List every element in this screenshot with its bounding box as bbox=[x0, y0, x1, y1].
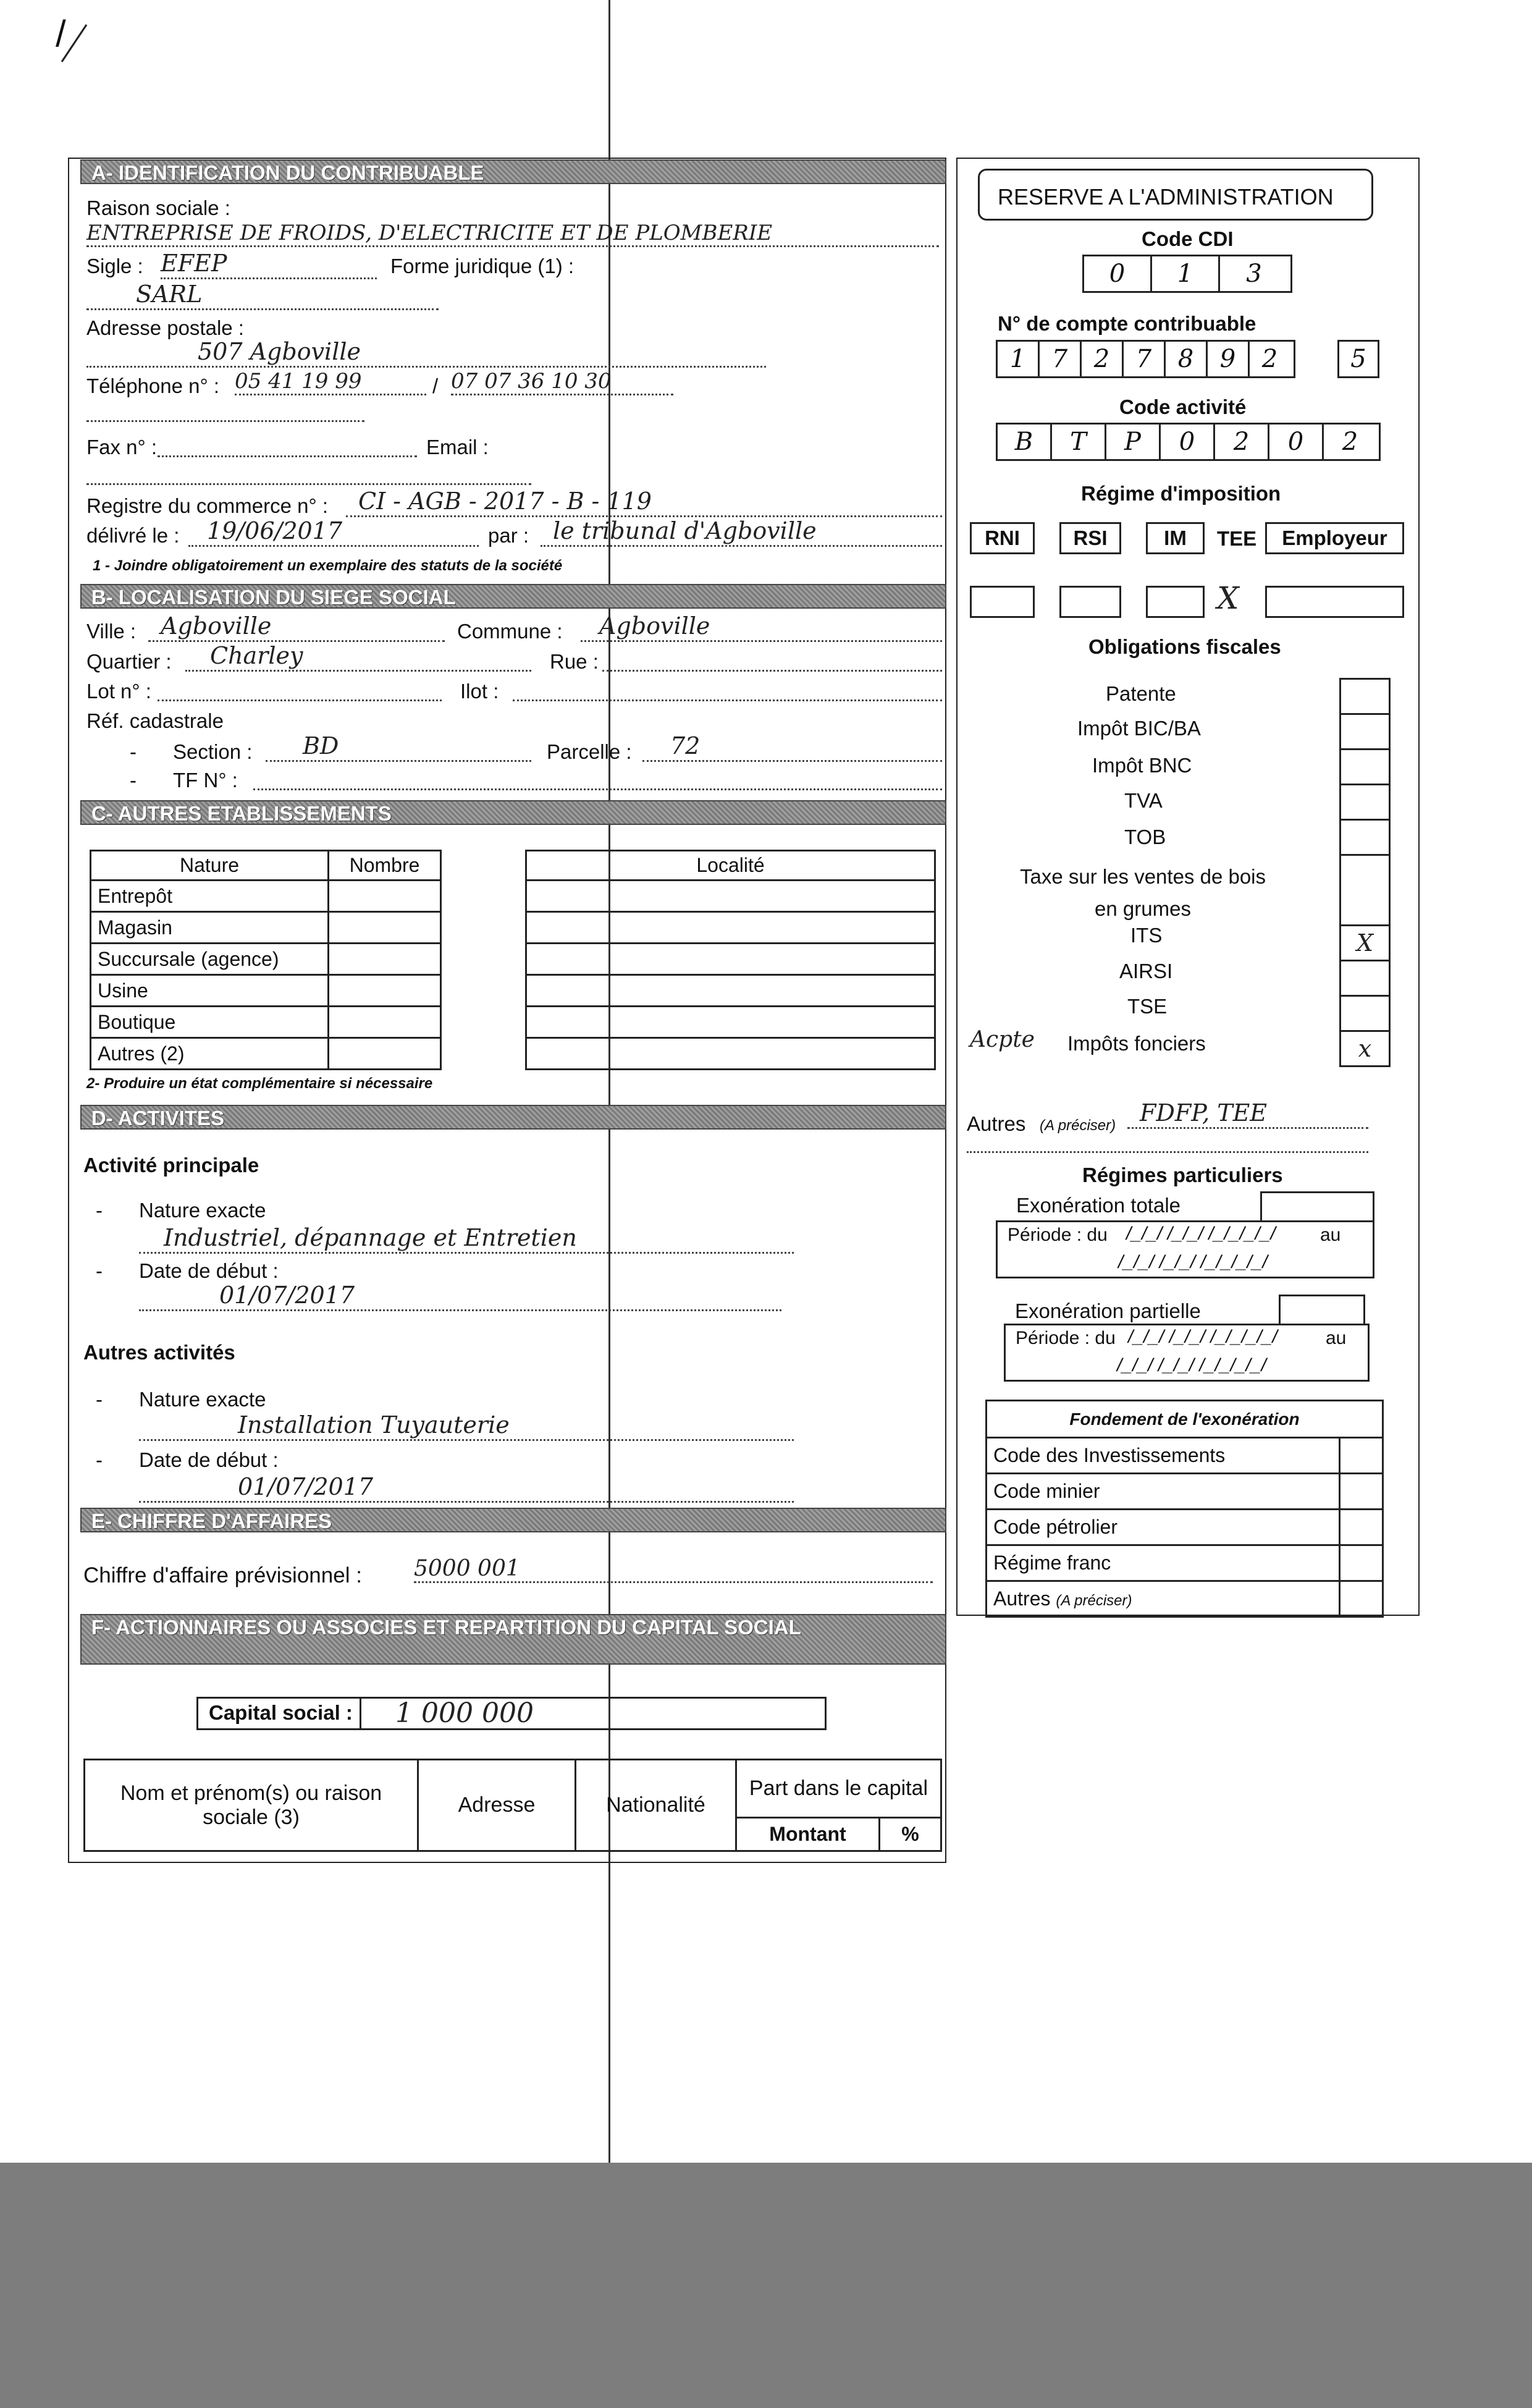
telephone-field-2[interactable]: 07 07 36 10 30 bbox=[451, 370, 673, 395]
table-row bbox=[91, 1038, 441, 1070]
table-row bbox=[987, 1581, 1383, 1617]
date2-bullet: - bbox=[96, 1448, 103, 1471]
tf-bullet: - bbox=[130, 769, 137, 792]
localite-cell[interactable] bbox=[526, 881, 935, 912]
row-nombre[interactable] bbox=[329, 1038, 441, 1070]
periode-au: au bbox=[1326, 1328, 1347, 1348]
commune-field[interactable]: Agboville bbox=[581, 613, 942, 642]
section-c-header: C- AUTRES ETABLISSEMENTS bbox=[80, 800, 946, 825]
rue-label: Rue : bbox=[550, 650, 599, 673]
sigle-field[interactable]: EFEP bbox=[161, 250, 377, 279]
capital-divider bbox=[360, 1697, 361, 1730]
obligation-its: ITS bbox=[1130, 924, 1163, 947]
compte-label: N° de compte contribuable bbox=[998, 312, 1256, 335]
date-debut-label: Date de début : bbox=[139, 1259, 279, 1282]
compte-char: 2 bbox=[1082, 342, 1124, 376]
obligation-patente: Patente bbox=[1106, 682, 1176, 705]
row-nombre[interactable] bbox=[329, 944, 441, 975]
adresse-field[interactable]: 507 Agboville bbox=[86, 339, 766, 368]
activite-char: 0 bbox=[1161, 425, 1215, 459]
fondement-check[interactable] bbox=[1340, 1545, 1383, 1581]
localite-cell[interactable] bbox=[526, 944, 935, 975]
telephone-sep: / bbox=[432, 374, 439, 397]
row-label: Entrepôt bbox=[91, 881, 329, 912]
activite-principale-label: Activité principale bbox=[83, 1154, 259, 1177]
fondement-header: Fondement de l'exonération bbox=[987, 1401, 1383, 1438]
table-row bbox=[987, 1545, 1383, 1581]
table-row bbox=[987, 1438, 1383, 1474]
parcelle-field[interactable]: 72 bbox=[642, 733, 942, 762]
section-field[interactable]: BD bbox=[266, 733, 531, 762]
lot-label: Lot n° : bbox=[86, 680, 151, 703]
email-field[interactable] bbox=[86, 465, 531, 485]
etablissements-table bbox=[90, 850, 442, 1070]
activite-char: P bbox=[1106, 425, 1161, 459]
row-nombre[interactable] bbox=[329, 975, 441, 1007]
table-row bbox=[91, 912, 441, 944]
autres-activites-label: Autres activités bbox=[83, 1341, 235, 1364]
periode-du: Période : du bbox=[1008, 1225, 1108, 1245]
obligation-tva: TVA bbox=[1124, 789, 1163, 812]
row-nombre[interactable] bbox=[329, 912, 441, 944]
delivre-label: délivré le : bbox=[86, 524, 180, 547]
autres-field[interactable]: FDFP, TEE bbox=[1127, 1100, 1368, 1129]
regime-check-employeur[interactable] bbox=[1265, 586, 1404, 618]
table-row bbox=[91, 881, 441, 912]
localite-cell[interactable] bbox=[526, 912, 935, 944]
corner-mark: / bbox=[56, 13, 66, 54]
adresse-label: Adresse postale : bbox=[86, 316, 244, 339]
periode-mask-2: /_/_/ /_/_/ /_/_/_/_/ bbox=[1117, 1355, 1266, 1375]
compte-char: 9 bbox=[1208, 342, 1250, 376]
col-nature: Nature bbox=[91, 851, 329, 881]
tf-label: TF N° : bbox=[173, 769, 238, 792]
fondement-check[interactable] bbox=[1340, 1581, 1383, 1617]
regimes-particuliers-label: Régimes particuliers bbox=[1082, 1164, 1283, 1186]
raison-sociale-label: Raison sociale : bbox=[86, 196, 230, 219]
section-f-header: F- ACTIONNAIRES OU ASSOCIES ET REPARTITION DU CAPITAL SOCIAL bbox=[80, 1614, 946, 1665]
col-nom bbox=[85, 1760, 418, 1851]
check-patente[interactable] bbox=[1340, 679, 1390, 714]
code-cdi-label: Code CDI bbox=[1142, 227, 1234, 250]
tf-field[interactable] bbox=[253, 769, 942, 790]
col-nationalite: Nationalité bbox=[576, 1760, 736, 1851]
registre-label: Registre du commerce n° : bbox=[86, 494, 329, 517]
foncier-note: Acpte bbox=[970, 1027, 1035, 1052]
fondement-check[interactable] bbox=[1340, 1474, 1383, 1510]
check-foncier[interactable]: x bbox=[1340, 1031, 1390, 1067]
fondement-label: Code minier bbox=[987, 1474, 1340, 1510]
check-its[interactable]: X bbox=[1340, 926, 1390, 961]
regime-im[interactable]: IM bbox=[1146, 522, 1205, 554]
compte-key: 5 bbox=[1350, 345, 1366, 373]
regime-rni[interactable]: RNI bbox=[970, 522, 1035, 554]
ca-field[interactable]: 5000 001 bbox=[414, 1556, 933, 1583]
lot-field[interactable] bbox=[158, 680, 442, 701]
actionnaires-table bbox=[83, 1759, 942, 1852]
check-tob[interactable] bbox=[1340, 820, 1390, 855]
section-bullet: - bbox=[130, 740, 137, 763]
obligations-label: Obligations fiscales bbox=[1088, 635, 1281, 658]
exo-totale-check[interactable] bbox=[1260, 1191, 1374, 1222]
check-tva[interactable] bbox=[1340, 785, 1390, 820]
nature-field[interactable]: Industriel, dépannage et Entretien bbox=[139, 1225, 794, 1254]
localite-cell[interactable] bbox=[526, 975, 935, 1007]
compte-char: 1 bbox=[998, 342, 1040, 376]
activite-char: 0 bbox=[1269, 425, 1324, 459]
col-adresse: Adresse bbox=[418, 1760, 576, 1851]
telephone-field-1[interactable]: 05 41 19 99 bbox=[235, 370, 426, 395]
ref-cadastrale-label: Réf. cadastrale bbox=[86, 709, 224, 732]
check-bic[interactable] bbox=[1340, 714, 1390, 750]
etat-note: 2- Produire un état complémentaire si nécessaire bbox=[86, 1075, 433, 1092]
obligation-tob: TOB bbox=[1124, 826, 1166, 848]
quartier-label: Quartier : bbox=[86, 650, 172, 673]
regime-rsi[interactable]: RSI bbox=[1059, 522, 1121, 554]
registre-field[interactable]: CI - AGB - 2017 - B - 119 bbox=[346, 488, 942, 517]
cdi-char: 0 bbox=[1084, 256, 1152, 291]
compte-key-box[interactable] bbox=[1337, 340, 1379, 378]
compte-boxes[interactable] bbox=[996, 340, 1295, 378]
localite-table bbox=[525, 850, 936, 1070]
row-label: Usine bbox=[91, 975, 329, 1007]
regime-employeur[interactable]: Employeur bbox=[1265, 522, 1404, 554]
check-bnc[interactable] bbox=[1340, 750, 1390, 785]
quartier-field[interactable]: Charley bbox=[185, 643, 531, 672]
par-field[interactable]: le tribunal d'Agboville bbox=[541, 518, 942, 547]
row-label: Autres (2) bbox=[91, 1038, 329, 1070]
nature2-label: Nature exacte bbox=[139, 1388, 266, 1411]
col-localite: Localité bbox=[526, 851, 935, 881]
delivre-field[interactable]: 19/06/2017 bbox=[188, 518, 479, 547]
parcelle-label: Parcelle : bbox=[547, 740, 632, 763]
ville-label: Ville : bbox=[86, 620, 137, 643]
obligations-checkboxes bbox=[1339, 678, 1391, 1067]
exo-partielle-label: Exonération partielle bbox=[1015, 1299, 1201, 1322]
date-bullet: - bbox=[96, 1259, 103, 1282]
ca-label: Chiffre d'affaire prévisionnel : bbox=[83, 1563, 362, 1587]
capital-field[interactable]: 1 000 000 bbox=[395, 1697, 534, 1729]
periode-mask-1: /_/_/ /_/_/ /_/_/_/_/ bbox=[1126, 1223, 1276, 1244]
fondement-label: Code des Investissements bbox=[987, 1438, 1340, 1474]
scan-background bbox=[0, 2163, 1532, 2408]
ilot-field[interactable] bbox=[513, 680, 942, 701]
capital-label: Capital social : bbox=[209, 1701, 353, 1724]
fax-field[interactable] bbox=[158, 436, 417, 457]
section-a-header: A- IDENTIFICATION DU CONTRIBUABLE bbox=[80, 159, 946, 184]
statuts-note: 1 - Joindre obligatoirement un exemplaire des statuts de la société bbox=[93, 557, 563, 574]
col-pct: % bbox=[880, 1818, 941, 1851]
par-label: par : bbox=[488, 524, 529, 547]
telephone-label: Téléphone n° : bbox=[86, 374, 220, 397]
section-label: Section : bbox=[173, 740, 253, 763]
col-nom-text: Nom et prénom(s) ou raison sociale (3) bbox=[120, 1781, 382, 1829]
row-nombre[interactable] bbox=[329, 1007, 441, 1038]
compte-char: 7 bbox=[1124, 342, 1166, 376]
fondement-check[interactable] bbox=[1340, 1438, 1383, 1474]
exo-partielle-periode[interactable] bbox=[1004, 1324, 1370, 1382]
fondement-label: Régime franc bbox=[987, 1545, 1340, 1581]
fondement-autres-cell bbox=[987, 1581, 1340, 1617]
rue-field[interactable] bbox=[602, 650, 942, 672]
section-e-header: E- CHIFFRE D'AFFAIRES bbox=[80, 1508, 946, 1532]
nature2-field[interactable]: Installation Tuyauterie bbox=[139, 1412, 794, 1441]
check-tse[interactable] bbox=[1340, 996, 1390, 1031]
sigle-label: Sigle : bbox=[86, 255, 143, 277]
commune-label: Commune : bbox=[457, 620, 563, 643]
compte-char: 2 bbox=[1261, 345, 1278, 373]
email-label: Email : bbox=[426, 436, 489, 458]
fondement-autres-hint: (A préciser) bbox=[1056, 1592, 1132, 1609]
table-row bbox=[91, 1007, 441, 1038]
raison-sociale-field[interactable]: ENTREPRISE DE FROIDS, D'ELECTRICITE ET DE PLOMBERIE bbox=[86, 221, 939, 247]
row-label: Magasin bbox=[91, 912, 329, 944]
periode-au: au bbox=[1320, 1225, 1341, 1245]
table-row bbox=[91, 975, 441, 1007]
ville-field[interactable]: Agboville bbox=[148, 613, 445, 642]
col-montant: Montant bbox=[736, 1818, 880, 1851]
cdi-char: 3 bbox=[1246, 260, 1262, 288]
nature2-bullet: - bbox=[96, 1388, 103, 1411]
forme-juridique-field[interactable]: SARL bbox=[86, 281, 439, 310]
obligation-foncier: Impôts fonciers bbox=[1067, 1032, 1206, 1055]
periode-mask-2: /_/_/ /_/_/ /_/_/_/_/ bbox=[1118, 1252, 1268, 1272]
obligation-bois: Taxe sur les ventes de bois en grumes bbox=[1019, 865, 1266, 920]
forme-juridique-label: Forme juridique (1) : bbox=[390, 255, 574, 277]
admin-title: RESERVE A L'ADMINISTRATION bbox=[998, 184, 1334, 209]
date-debut-field[interactable]: 01/07/2017 bbox=[139, 1282, 781, 1311]
compte-char: 7 bbox=[1040, 342, 1082, 376]
activite-boxes[interactable] bbox=[996, 423, 1381, 461]
code-activite-label: Code activité bbox=[1119, 395, 1247, 418]
activite-char: 2 bbox=[1215, 425, 1269, 459]
autres-field-2[interactable] bbox=[967, 1134, 1368, 1153]
check-bois[interactable] bbox=[1340, 855, 1390, 926]
fondement-table bbox=[985, 1400, 1384, 1618]
autres-hint: (A préciser) bbox=[1040, 1117, 1116, 1134]
check-airsi[interactable] bbox=[1340, 961, 1390, 996]
autres-label: Autres bbox=[967, 1112, 1026, 1135]
activite-char: T bbox=[1052, 425, 1106, 459]
date2-field[interactable]: 01/07/2017 bbox=[139, 1474, 794, 1503]
regime-check-im[interactable] bbox=[1146, 586, 1205, 618]
code-cdi-boxes[interactable] bbox=[1082, 255, 1292, 293]
date2-label: Date de début : bbox=[139, 1448, 279, 1471]
table-row bbox=[91, 944, 441, 975]
exo-partielle-check[interactable] bbox=[1279, 1295, 1365, 1325]
table-row bbox=[987, 1510, 1383, 1545]
regime-imposition-label: Régime d'imposition bbox=[1081, 482, 1281, 505]
obligation-bic: Impôt BIC/BA bbox=[1077, 717, 1201, 740]
row-label: Boutique bbox=[91, 1007, 329, 1038]
nature-label: Nature exacte bbox=[139, 1199, 266, 1222]
col-nombre: Nombre bbox=[329, 851, 441, 881]
cdi-char: 1 bbox=[1152, 256, 1220, 291]
regime-check-rsi[interactable] bbox=[1059, 586, 1121, 618]
exo-totale-label: Exonération totale bbox=[1016, 1194, 1181, 1217]
row-nombre[interactable] bbox=[329, 881, 441, 912]
row-label: Succursale (agence) bbox=[91, 944, 329, 975]
obligation-airsi: AIRSI bbox=[1119, 960, 1173, 982]
obligation-bnc: Impôt BNC bbox=[1092, 754, 1192, 777]
table-row bbox=[987, 1474, 1383, 1510]
periode-mask-1: /_/_/ /_/_/ /_/_/_/_/ bbox=[1128, 1327, 1277, 1347]
localite-cell[interactable] bbox=[526, 1007, 935, 1038]
ilot-label: Ilot : bbox=[460, 680, 499, 703]
compte-char: 8 bbox=[1166, 342, 1208, 376]
regime-check-tee[interactable]: X bbox=[1217, 580, 1239, 616]
fondement-check[interactable] bbox=[1340, 1510, 1383, 1545]
exo-totale-periode[interactable] bbox=[996, 1220, 1374, 1278]
localite-cell[interactable] bbox=[526, 1038, 935, 1070]
fondement-label: Code pétrolier bbox=[987, 1510, 1340, 1545]
section-d-header: D- ACTIVITES bbox=[80, 1105, 946, 1130]
regime-check-rni[interactable] bbox=[970, 586, 1035, 618]
fax-label: Fax n° : bbox=[86, 436, 158, 458]
obligation-tse: TSE bbox=[1127, 995, 1168, 1018]
col-part: Part dans le capital bbox=[736, 1760, 941, 1818]
fondement-label: Autres bbox=[993, 1587, 1051, 1610]
periode-du: Période : du bbox=[1016, 1328, 1116, 1348]
section-b-header: B- LOCALISATION DU SIEGE SOCIAL bbox=[80, 584, 946, 609]
nature-bullet: - bbox=[96, 1199, 103, 1222]
regime-tee[interactable]: TEE bbox=[1217, 527, 1257, 550]
activite-char: B bbox=[998, 425, 1052, 459]
telephone-field-3[interactable] bbox=[86, 402, 364, 422]
activite-char: 2 bbox=[1342, 428, 1358, 456]
